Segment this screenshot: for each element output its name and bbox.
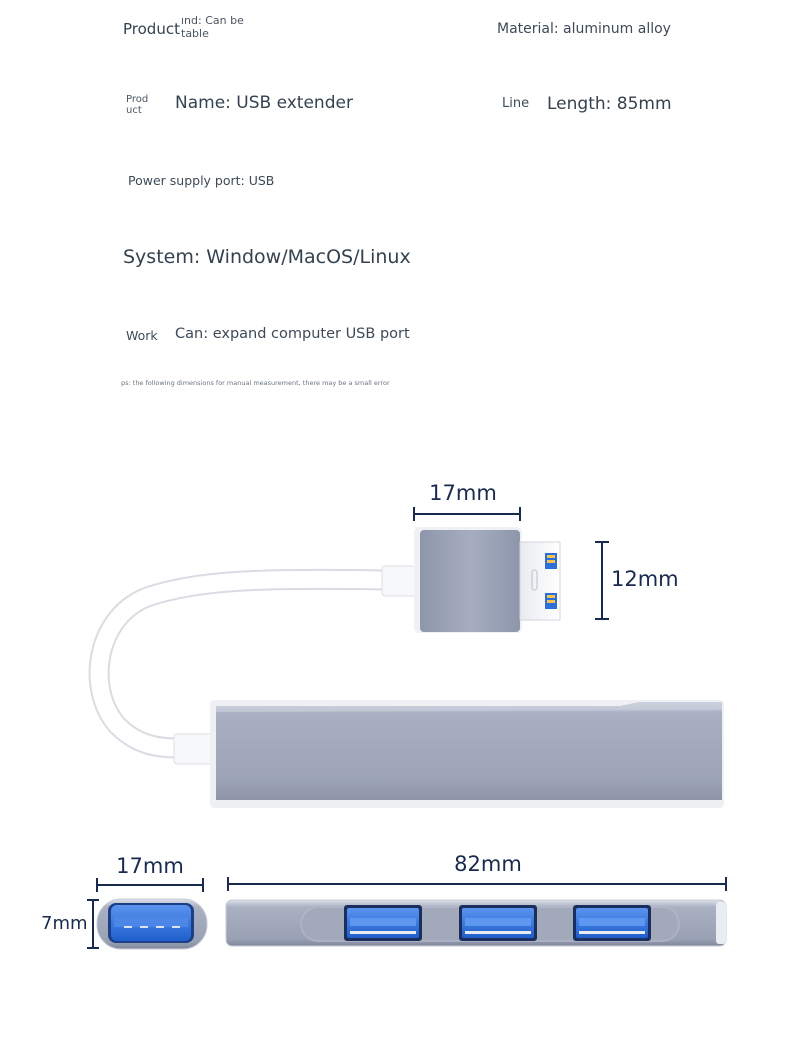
- plug-height-dimension: [595, 542, 679, 619]
- usb-plug: [414, 527, 560, 633]
- work-spec: Can: expand computer USB port: [175, 326, 410, 342]
- plug-width-label: 17mm: [429, 481, 497, 505]
- name-label-line2: uct: [126, 105, 142, 116]
- name-label-line1: Prod: [126, 94, 149, 105]
- hub-body: [210, 700, 724, 808]
- length-spec: Length: 85mm: [547, 94, 672, 114]
- plug-height-label: 12mm: [611, 567, 679, 591]
- port-end-view: [97, 899, 207, 949]
- measurement-note: ps: the following dimensions for manual measurement, there may be a small error: [121, 379, 390, 387]
- product-note-line2: table: [181, 27, 209, 40]
- port-height-dimension: [41, 900, 99, 948]
- port-width-dimension: [97, 854, 203, 892]
- power-spec: Power supply port: USB: [128, 173, 275, 188]
- name-spec: Name: USB extender: [175, 93, 353, 113]
- usb-port-2: [459, 905, 537, 941]
- port-height-label: 7mm: [41, 913, 88, 934]
- hub-side-view: [226, 900, 726, 946]
- hub-length-dimension: [228, 852, 726, 891]
- work-label: Work: [126, 328, 158, 343]
- hub-length-label: 82mm: [454, 852, 522, 876]
- product-label: Product: [123, 20, 180, 38]
- product-note-line1: ınd: Can be: [181, 14, 244, 27]
- usb-port-3: [573, 905, 651, 941]
- system-spec: System: Window/MacOS/Linux: [123, 246, 411, 268]
- plug-width-dimension: [414, 481, 520, 521]
- usb-port-1: [344, 905, 422, 941]
- port-width-label: 17mm: [116, 854, 184, 878]
- material-spec: Material: aluminum alloy: [497, 21, 671, 37]
- line-label: Line: [502, 96, 530, 111]
